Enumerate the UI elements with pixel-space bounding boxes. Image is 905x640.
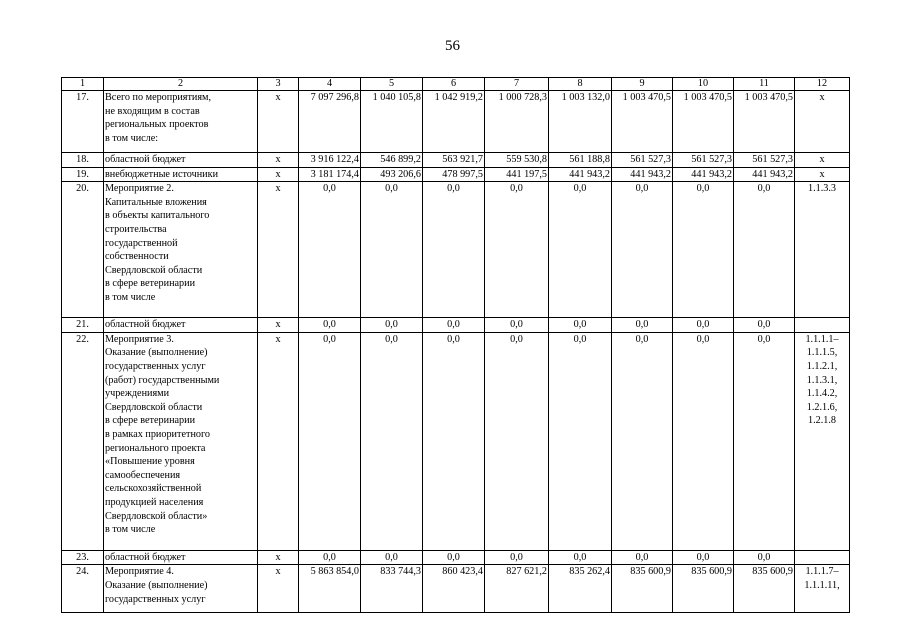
- row-value-cell: 0,0: [673, 550, 734, 565]
- row-code-line: x: [819, 92, 825, 103]
- row-name-line: Свердловской области: [105, 401, 203, 413]
- row-number-cell: 21.: [62, 318, 104, 333]
- row-name-line: в сфере ветеринарии: [105, 415, 196, 427]
- row-name-cell: [104, 91, 258, 153]
- row-value-cell: 7 097 296,8: [299, 91, 361, 153]
- row-code-cell: [795, 565, 850, 613]
- row-name-line: областной бюджет: [105, 319, 186, 331]
- row-name-line: в том числе: [105, 524, 156, 536]
- row-value-cell: 441 943,2: [734, 167, 795, 182]
- row-value-cell: 0,0: [423, 318, 485, 333]
- row-name-cell: [104, 318, 258, 333]
- row-value-cell: 860 423,4: [423, 565, 485, 613]
- row-value-cell: 1 003 470,5: [734, 91, 795, 153]
- row-value-cell: 3 181 174,4: [299, 167, 361, 182]
- row-col3-cell: x: [258, 153, 299, 168]
- row-name-line: Свердловской области»: [105, 510, 208, 522]
- row-value-cell: 0,0: [549, 318, 612, 333]
- row-code-line: 1.1.1.1–: [805, 333, 839, 345]
- row-value-cell: 0,0: [549, 182, 612, 318]
- row-name-line: учреждениями: [105, 388, 170, 400]
- row-name-line: в том числе: [105, 291, 156, 303]
- row-value-cell: 0,0: [423, 332, 485, 550]
- row-value-cell: 1 040 105,8: [361, 91, 423, 153]
- row-value-cell: 1 003 470,5: [673, 91, 734, 153]
- budget-table: [61, 77, 850, 613]
- row-code-line: 1.2.1.6,: [806, 401, 838, 413]
- row-value-cell: 0,0: [299, 182, 361, 318]
- row-value-cell: 0,0: [673, 318, 734, 333]
- row-name-line: Всего по мероприятиям,: [105, 92, 212, 103]
- row-col3-cell: x: [258, 167, 299, 182]
- table-row: [62, 167, 850, 182]
- row-value-cell: 0,0: [299, 318, 361, 333]
- row-code-line: x: [819, 168, 825, 180]
- row-value-cell: 559 530,8: [485, 153, 549, 168]
- row-value-cell: 0,0: [485, 332, 549, 550]
- row-number-cell: 19.: [62, 167, 104, 182]
- row-code-line: x: [819, 154, 825, 165]
- header-cell: 6: [423, 78, 485, 91]
- row-value-cell: 561 527,3: [673, 153, 734, 168]
- row-value-cell: 441 943,2: [673, 167, 734, 182]
- row-value-cell: 0,0: [734, 318, 795, 333]
- row-name-line: сельскохозяйственной: [105, 483, 202, 495]
- row-value-cell: 0,0: [734, 332, 795, 550]
- row-value-cell: 561 527,3: [612, 153, 673, 168]
- header-cell: 11: [734, 78, 795, 91]
- row-value-cell: 833 744,3: [361, 565, 423, 613]
- row-name-line: в том числе:: [105, 132, 159, 144]
- row-col3-cell: x: [258, 332, 299, 550]
- row-value-cell: 1 003 470,5: [612, 91, 673, 153]
- row-value-cell: 478 997,5: [423, 167, 485, 182]
- header-cell: 8: [549, 78, 612, 91]
- row-value-cell: 0,0: [673, 182, 734, 318]
- table-row: [62, 182, 850, 318]
- row-name-line: в объекты капитального: [105, 210, 210, 222]
- header-cell: 1: [62, 78, 104, 91]
- row-value-cell: 0,0: [612, 332, 673, 550]
- row-name-cell: [104, 182, 258, 318]
- row-name-line: областной бюджет: [105, 154, 186, 165]
- row-value-cell: 0,0: [485, 182, 549, 318]
- row-value-cell: 441 943,2: [549, 167, 612, 182]
- row-number-cell: 18.: [62, 153, 104, 168]
- row-value-cell: 1 000 728,3: [485, 91, 549, 153]
- row-name-line: государственной: [105, 237, 178, 249]
- row-number-cell: 22.: [62, 332, 104, 550]
- row-value-cell: 0,0: [734, 550, 795, 565]
- row-value-cell: 0,0: [485, 318, 549, 333]
- row-number-cell: 17.: [62, 91, 104, 153]
- row-code-cell: [795, 318, 850, 333]
- row-code-line: 1.1.3.3: [807, 183, 836, 195]
- row-name-line: не входящим в состав: [105, 105, 200, 117]
- table-row: [62, 332, 850, 550]
- row-name-line: Свердловской области: [105, 264, 203, 276]
- row-name-cell: [104, 153, 258, 168]
- row-value-cell: 0,0: [361, 332, 423, 550]
- row-name-line: «Повышение уровня: [105, 456, 195, 468]
- row-code-line: 1.1.2.1,: [806, 360, 838, 372]
- row-name-line: собственности: [105, 251, 169, 263]
- row-value-cell: 561 188,8: [549, 153, 612, 168]
- row-name-line: государственных услуг: [105, 593, 206, 605]
- row-value-cell: 835 600,9: [612, 565, 673, 613]
- table-row: [62, 318, 850, 333]
- header-cell: 10: [673, 78, 734, 91]
- row-value-cell: 0,0: [549, 332, 612, 550]
- row-code-cell: [795, 167, 850, 182]
- row-code-line: 1.1.1.5,: [806, 347, 838, 359]
- row-name-line: региональных проектов: [105, 119, 209, 131]
- row-name-line: строительства: [105, 223, 167, 235]
- row-value-cell: 0,0: [423, 182, 485, 318]
- row-value-cell: 1 003 132,0: [549, 91, 612, 153]
- row-value-cell: 0,0: [299, 550, 361, 565]
- row-value-cell: 493 206,6: [361, 167, 423, 182]
- row-code-cell: [795, 550, 850, 565]
- row-value-cell: 0,0: [485, 550, 549, 565]
- row-name-line: Мероприятие 3.: [105, 333, 174, 345]
- row-name-line: (работ) государственными: [105, 374, 220, 386]
- row-value-cell: 0,0: [612, 550, 673, 565]
- row-name-line: в сфере ветеринарии: [105, 278, 196, 290]
- table-row: [62, 565, 850, 613]
- row-code-cell: [795, 91, 850, 153]
- table-row: [62, 91, 850, 153]
- row-col3-cell: x: [258, 182, 299, 318]
- row-value-cell: 0,0: [361, 182, 423, 318]
- row-name-line: государственных услуг: [105, 360, 206, 372]
- row-name-line: регионального проекта: [105, 442, 206, 454]
- row-value-cell: 441 197,5: [485, 167, 549, 182]
- row-code-line: 1.1.1.11,: [804, 579, 840, 591]
- row-name-line: Мероприятие 2.: [105, 183, 174, 195]
- row-value-cell: 0,0: [299, 332, 361, 550]
- row-value-cell: 0,0: [361, 550, 423, 565]
- row-value-cell: 0,0: [734, 182, 795, 318]
- row-value-cell: 546 899,2: [361, 153, 423, 168]
- row-code-line: 1.2.1.8: [807, 415, 836, 427]
- row-col3-cell: x: [258, 550, 299, 565]
- header-cell: 9: [612, 78, 673, 91]
- row-number-cell: 20.: [62, 182, 104, 318]
- row-name-cell: [104, 332, 258, 550]
- row-value-cell: 0,0: [612, 182, 673, 318]
- header-cell: 2: [104, 78, 258, 91]
- row-code-cell: [795, 153, 850, 168]
- row-name-cell: [104, 550, 258, 565]
- row-value-cell: 835 600,9: [734, 565, 795, 613]
- row-code-line: 1.1.1.7–: [805, 566, 839, 578]
- row-col3-cell: x: [258, 91, 299, 153]
- page-number: 56: [445, 38, 460, 54]
- row-name-line: продукцией населения: [105, 496, 204, 508]
- row-name-cell: [104, 565, 258, 613]
- row-number-cell: 23.: [62, 550, 104, 565]
- row-value-cell: 0,0: [673, 332, 734, 550]
- row-code-cell: [795, 332, 850, 550]
- row-value-cell: 827 621,2: [485, 565, 549, 613]
- header-cell: 7: [485, 78, 549, 91]
- table-row: [62, 153, 850, 168]
- row-value-cell: 563 921,7: [423, 153, 485, 168]
- row-value-cell: 0,0: [423, 550, 485, 565]
- row-value-cell: 835 262,4: [549, 565, 612, 613]
- row-name-line: внебюджетные источники: [105, 168, 219, 180]
- row-col3-cell: x: [258, 318, 299, 333]
- row-name-line: Мероприятие 4.: [105, 566, 174, 578]
- row-name-line: в рамках приоритетного: [105, 428, 211, 440]
- row-name-line: областной бюджет: [105, 551, 186, 563]
- row-name-line: Оказание (выполнение): [105, 579, 208, 591]
- row-code-cell: [795, 182, 850, 318]
- row-name-line: Капитальные вложения: [105, 196, 207, 208]
- row-value-cell: 0,0: [612, 318, 673, 333]
- header-cell: 5: [361, 78, 423, 91]
- row-code-line: 1.1.3.1,: [806, 374, 838, 386]
- header-row: [62, 78, 850, 91]
- row-value-cell: 5 863 854,0: [299, 565, 361, 613]
- row-value-cell: 441 943,2: [612, 167, 673, 182]
- header-cell: 3: [258, 78, 299, 91]
- header-cell: 12: [795, 78, 850, 91]
- row-value-cell: 0,0: [361, 318, 423, 333]
- row-value-cell: 3 916 122,4: [299, 153, 361, 168]
- row-name-line: самообеспечения: [105, 469, 181, 481]
- row-number-cell: 24.: [62, 565, 104, 613]
- row-value-cell: 1 042 919,2: [423, 91, 485, 153]
- row-name-line: Оказание (выполнение): [105, 347, 208, 359]
- row-col3-cell: x: [258, 565, 299, 613]
- row-code-line: 1.1.4.2,: [806, 388, 838, 400]
- header-cell: 4: [299, 78, 361, 91]
- row-value-cell: 0,0: [549, 550, 612, 565]
- row-value-cell: 561 527,3: [734, 153, 795, 168]
- row-name-cell: [104, 167, 258, 182]
- row-value-cell: 835 600,9: [673, 565, 734, 613]
- table-row: [62, 550, 850, 565]
